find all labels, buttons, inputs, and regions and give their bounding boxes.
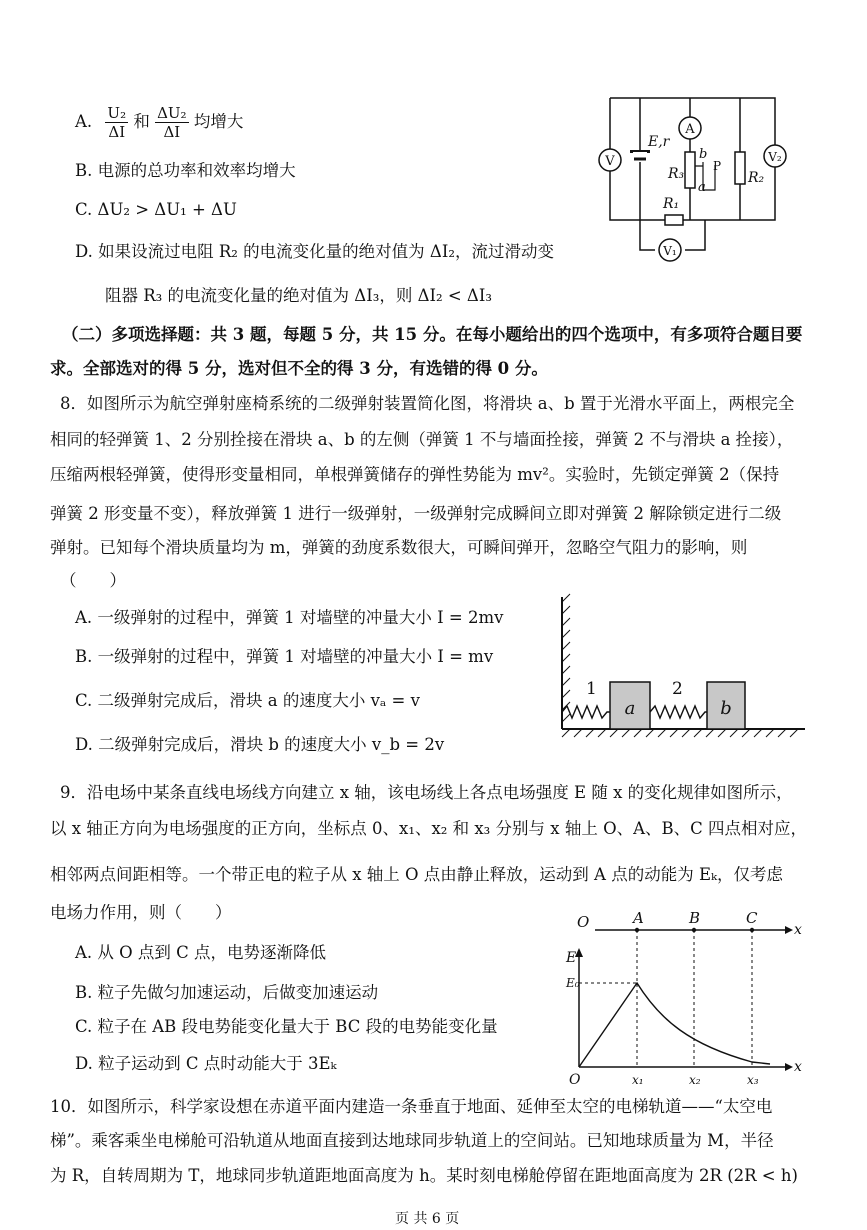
q9-option-b: B. 粒子先做匀加速运动，后做变加速运动 [75,983,379,1002]
x3-tick: x₃ [747,1073,759,1087]
fraction-u2-over-di: $\frac{\text{U₂}}{\Delta I}$ [107,104,127,141]
ammeter-label: A [685,122,695,137]
q8-option-b: B. 一级弹射的过程中，弹簧 1 对墙壁的冲量大小 I = mv [75,647,494,666]
spring-1 [562,706,610,718]
q7-option-b: B. 电源的总功率和效率均增大 [75,161,296,180]
q9-line3: 相邻两点间距相等。一个带正电的粒子从 x 轴上 O 点由静止释放，运动到 A 点的动能为 Eₖ，仅考虑 [50,865,784,884]
a-label: a [698,180,706,195]
q9-line2: 以 x 轴正方向为电场强度的正方向，坐标点 0、x₁、x₂ 和 x₃ 分别与 x 轴上 O、A、B、C 四点相对应， [50,819,808,838]
q8-line1: 8．如图所示为航空弹射座椅系统的二级弹射装置简化图，将滑块 a、b 置于光滑水平面上，两根完全 [60,394,795,413]
x-axis-label: x [794,1059,802,1075]
voltmeter2-label: V₂ [768,150,782,164]
voltmeter-label: V [605,154,615,169]
top-label-b: B [689,910,701,927]
q10-line3: 为 R，自转周期为 T，地球同步轨道距地面高度为 h。某时刻电梯舱停留在距地面高度为 2R (2R < h) [50,1166,798,1185]
block-b-label: b [720,698,732,719]
section2-line1: （二）多项选择题：共 3 题，每题 5 分，共 15 分。在每小题给出的四个选项中，有多项符合题目要 [62,325,803,344]
q7-option-d-line1: D. 如果设流过电阻 R₂ 的电流变化量的绝对值为 ΔI₂，流过滑动变 [75,242,554,261]
block-a-label: a [624,698,636,719]
e0-label: E₀ [566,976,580,990]
q8-line4: 弹簧 2 形变量不变），释放弹簧 1 进行一级弹射，一级弹射完成瞬间立即对弹簧 2 解除锁定进行二级 [50,504,782,523]
x2-tick: x₂ [689,1073,701,1087]
q8-option-c: C. 二级弹射完成后，滑块 a 的速度大小 vₐ = v [75,691,420,710]
q9-option-c: C. 粒子在 AB 段电势能变化量大于 BC 段的电势能变化量 [75,1017,498,1036]
circuit-diagram [595,90,795,270]
spring-diagram [550,592,810,742]
source-label: E,r [648,134,670,150]
x1-tick: x₁ [632,1073,644,1087]
q9-line4: 电场力作用，则（ ） [50,903,232,922]
q8-line6: （ ） [60,571,126,590]
voltmeter1-label: V₁ [663,244,677,258]
q9-line1: 9．沿电场中某条直线电场线方向建立 x 轴，该电场线上各点电场强度 E 随 x 的变化规律如图所示， [60,783,793,802]
q7-option-d-line2: 阻器 R₃ 的电流变化量的绝对值为 ΔI₃，则 ΔI₂ < ΔI₃ [105,286,492,305]
e-x-curve [579,983,770,1067]
q10-line2: 梯”。乘客乘坐电梯舱可沿轨道从地面直接到达地球同步轨道上的空间站。已知地球质量为 M，半径 [50,1131,774,1150]
resistor-r1 [665,215,683,225]
q10-line1: 10．如图所示，科学家设想在赤道平面内建造一条垂直于地面、延伸至太空的电梯轨道——“太空电 [50,1097,773,1116]
spring1-label: 1 [586,679,597,699]
r2-label: R₂ [748,170,765,186]
e-x-graph [565,910,805,1090]
resistor-r3 [685,152,695,188]
origin-label: O [569,1072,581,1088]
r3-label: R₃ [668,166,685,182]
fraction-du2-over-di: $\frac{\text{ΔU₂}}{\Delta I}$ [157,104,187,141]
top-label-a: A [633,910,644,927]
q8-option-d: D. 二级弹射完成后，滑块 b 的速度大小 v_b = 2v [75,735,445,754]
y-label-e: E [566,950,577,966]
q8-line3: 压缩两根轻弹簧，使得形变量相同，单根弹簧储存的弹性势能为 mv²。实验时，先锁定弹簧 2（保持 [50,465,780,484]
q8-option-a: A. 一级弹射的过程中，弹簧 1 对墙壁的冲量大小 I = 2mv [75,608,504,627]
q7-option-a: A. $\frac{\text{U₂}}{\Delta I}$ 和 $\frac{\text{ΔU₂}}{\Delta I}$ 均增大 [75,104,244,141]
top-label-c: C [746,910,758,927]
q8-line2: 相同的轻弹簧 1、2 分别拴接在滑块 a、b 的左侧（弹簧 1 不与墙面拴接，弹簧 2 不与滑块 a 拴接）， [50,430,794,449]
q7-option-c: C. ΔU₂ > ΔU₁ + ΔU [75,200,237,219]
p-label: P [713,159,722,173]
b-label: b [699,147,708,162]
top-label-x: x [794,922,802,938]
section2-line2: 求。全部选对的得 5 分，选对但不全的得 3 分，有选错的得 0 分。 [50,359,548,378]
resistor-r2 [735,152,745,184]
spring-2 [650,706,707,718]
page-footer: 页 共 6 页 [395,1211,460,1227]
top-label-o: O [577,913,590,931]
spring2-label: 2 [672,679,683,699]
q9-option-d: D. 粒子运动到 C 点时动能大于 3Eₖ [75,1054,337,1073]
q8-line5: 弹射。已知每个滑块质量均为 m，弹簧的劲度系数很大，可瞬间弹开，忽略空气阻力的影响，则 [50,538,748,557]
r1-label: R₁ [663,196,680,212]
q9-option-a: A. 从 O 点到 C 点，电势逐渐降低 [75,943,327,962]
